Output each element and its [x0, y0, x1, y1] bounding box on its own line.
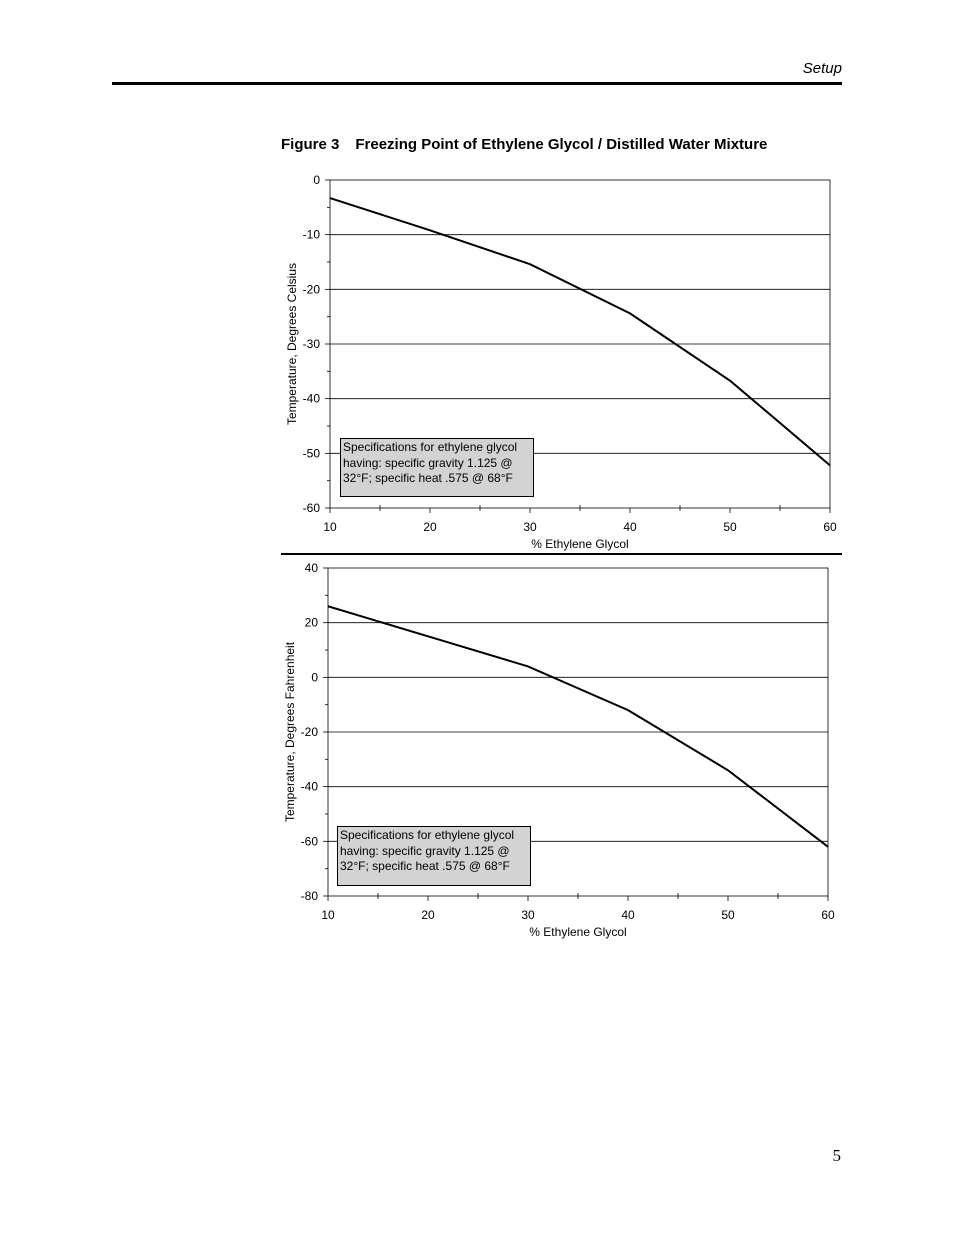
- fahrenheit-x-tick-label: 20: [421, 908, 435, 922]
- celsius-chart-annotation: Specifications for ethylene glycol having: specific gravity 1.125 @ 32°F; specific heat .575 @ 68°F: [340, 438, 534, 497]
- fahrenheit-series-line: [328, 606, 828, 847]
- fahrenheit-x-axis-label: % Ethylene Glycol: [529, 925, 627, 939]
- page-number: 5: [832, 1146, 841, 1165]
- fahrenheit-x-tick-label: 40: [621, 908, 635, 922]
- fahrenheit-x-tick-label: 30: [521, 908, 535, 922]
- celsius-x-tick-label: 30: [523, 520, 537, 534]
- celsius-y-tick-label: -30: [302, 337, 320, 351]
- celsius-y-axis-label: Temperature, Degrees Celsius: [285, 262, 299, 426]
- fahrenheit-x-tick-label: 60: [821, 908, 835, 922]
- header-section-title: Setup: [802, 60, 842, 77]
- celsius-y-tick-label: -50: [302, 446, 320, 461]
- fahrenheit-y-tick-label: 40: [304, 561, 318, 575]
- celsius-x-axis-label: % Ethylene Glycol: [531, 537, 629, 551]
- celsius-x-tick-label: 50: [723, 520, 737, 534]
- celsius-x-tick-label: 60: [823, 520, 837, 534]
- fahrenheit-chart-annotation: Specifications for ethylene glycol having: specific gravity 1.125 @ 32°F; specific heat .575 @ 68°F: [337, 826, 531, 886]
- celsius-y-tick-label: -10: [302, 227, 320, 242]
- celsius-y-tick-label: -20: [302, 282, 320, 297]
- figure-title: Freezing Point of Ethylene Glycol / Distilled Water Mixture: [355, 136, 768, 153]
- fahrenheit-x-tick-label: 50: [721, 908, 735, 922]
- celsius-y-tick-label: 0: [313, 173, 320, 187]
- celsius-x-tick-label: 10: [323, 520, 337, 534]
- figure-number: Figure 3: [281, 136, 340, 153]
- celsius-y-tick-label: -60: [302, 501, 320, 515]
- fahrenheit-y-tick-label: -60: [300, 834, 318, 849]
- fahrenheit-y-tick-label: 20: [304, 615, 318, 630]
- fahrenheit-y-tick-label: -20: [300, 725, 318, 739]
- fahrenheit-x-tick-label: 10: [321, 908, 335, 922]
- celsius-x-tick-label: 40: [623, 520, 637, 534]
- celsius-x-tick-label: 20: [423, 520, 437, 534]
- fahrenheit-y-tick-label: -80: [300, 889, 318, 903]
- fahrenheit-y-tick-label: 0: [311, 670, 318, 685]
- fahrenheit-y-axis-label: Temperature, Degrees Fahrenheit: [283, 641, 297, 823]
- fahrenheit-y-tick-label: -40: [300, 779, 318, 794]
- celsius-y-tick-label: -40: [302, 391, 320, 406]
